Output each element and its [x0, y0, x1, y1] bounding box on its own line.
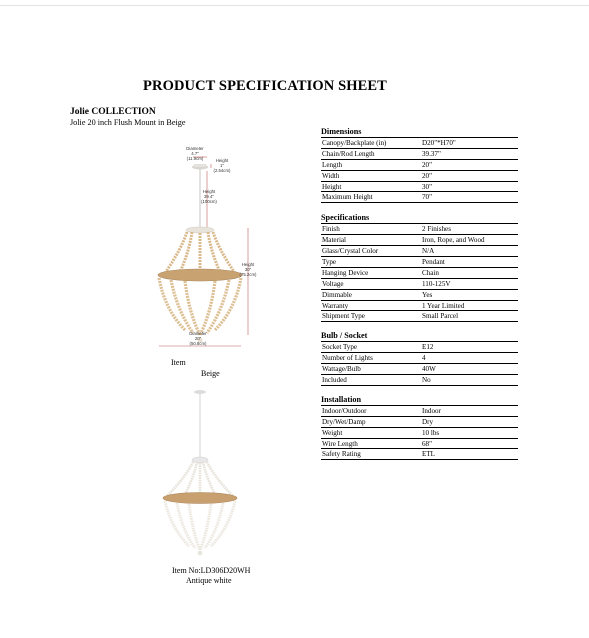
spec-key: Type [322, 258, 337, 267]
spec-key: Safety Rating [322, 450, 361, 459]
spec-value: No [422, 376, 431, 385]
spec-value: 4 [422, 354, 426, 363]
spec-value: Indoor [422, 406, 441, 415]
section-title: Specifications [321, 213, 518, 224]
antique-white-chandelier-image [155, 388, 245, 558]
collection-name: Jolie COLLECTION [70, 107, 156, 117]
spec-row [321, 428, 518, 439]
spec-key: Material [322, 236, 347, 245]
spec-row [321, 138, 518, 149]
spec-value: 40W [422, 365, 436, 374]
spec-value: Pendant [422, 258, 445, 267]
specifications-rows [321, 224, 518, 322]
item-1-finish: Beige [201, 369, 220, 378]
dimensions-section [321, 127, 518, 203]
spec-row [321, 149, 518, 160]
spec-value: 68" [422, 439, 432, 448]
spec-value: 10 lbs [422, 428, 440, 437]
spec-key: Warranty [322, 301, 349, 310]
spec-value: 30" [422, 182, 432, 191]
diameter-top-caption: Diameter 4.7" (11.9cm) [186, 146, 204, 161]
top-divider [0, 5, 589, 6]
spec-row [321, 301, 518, 312]
item-2-number: Item No:LD306D20WH [172, 566, 251, 575]
canopy-height-caption: Height 1" (2.54cm) [213, 158, 231, 173]
spec-row [321, 268, 518, 279]
spec-row [321, 439, 518, 450]
spec-row [321, 192, 518, 203]
spec-key: Socket Type [322, 343, 358, 352]
bulb-rows [321, 342, 518, 386]
spec-row [321, 279, 518, 290]
spec-value: 1 Year Limited [422, 301, 465, 310]
spec-value: D20"*H70" [422, 139, 456, 147]
spec-key: Weight [322, 428, 343, 437]
spec-key: Hanging Device [322, 268, 369, 277]
spec-key: Included [322, 376, 347, 385]
spec-key: Maximum Height [322, 193, 373, 202]
spec-value: Dry [422, 417, 434, 426]
spec-value: 110-125V [422, 279, 451, 288]
spec-value: E12 [422, 343, 434, 352]
spec-key: Glass/Crystal Color [322, 247, 379, 256]
spec-row [321, 364, 518, 375]
spec-key: Wattage/Bulb [322, 365, 361, 374]
spec-key: Indoor/Outdoor [322, 406, 367, 415]
spec-row [321, 406, 518, 417]
item-1-label: Item [171, 358, 186, 367]
specifications-section [321, 213, 518, 322]
spec-key: Width [322, 171, 340, 180]
section-title: Bulb / Socket [321, 331, 518, 342]
spec-value: 20" [422, 160, 432, 169]
body-height-caption: Height 30" (75.2cm) [239, 262, 257, 277]
spec-row [321, 224, 518, 235]
spec-value: 70" [422, 193, 432, 202]
section-title: Installation [321, 395, 518, 406]
spec-row [321, 171, 518, 182]
spec-value: Small Parcel [422, 312, 459, 321]
spec-row [321, 160, 518, 171]
dimensions-rows [321, 138, 518, 203]
spec-key: Height [322, 182, 342, 191]
beige-chandelier-image [145, 135, 270, 355]
spec-row [321, 417, 518, 428]
spec-row [321, 353, 518, 364]
spec-row [321, 311, 518, 322]
spec-value: 39.37" [422, 149, 441, 158]
spec-value: Chain [422, 268, 439, 277]
spec-row [321, 342, 518, 353]
spec-key: Length [322, 160, 343, 169]
spec-row [321, 375, 518, 386]
spec-key: Dry/Wet/Damp [322, 417, 366, 426]
chain-height-caption: Height 39.4" (100cm) [201, 189, 217, 204]
installation-section [321, 395, 518, 460]
spec-value: N/A [422, 247, 435, 256]
product-subtitle: Jolie 20 inch Flush Mount in Beige [70, 118, 186, 127]
page-title: PRODUCT SPECIFICATION SHEET [143, 78, 387, 94]
diameter-bottom-caption: Diameter 20" (50.8cm) [189, 331, 207, 346]
spec-key: Shipment Type [322, 312, 365, 321]
spec-row [321, 290, 518, 301]
spec-key: Dimmable [322, 290, 352, 299]
bulb-section [321, 331, 518, 386]
spec-key: Voltage [322, 279, 344, 288]
spec-value: 2 Finishes [422, 225, 451, 234]
spec-key: Number of Lights [322, 354, 373, 363]
spec-row [321, 257, 518, 268]
installation-rows [321, 406, 518, 460]
spec-value: ETL [422, 450, 435, 459]
spec-value: Yes [422, 290, 433, 299]
spec-key: Chain/Rod Length [322, 149, 375, 158]
spec-row [321, 182, 518, 193]
spec-tables [321, 127, 518, 460]
spec-value: Iron, Rope, and Wood [422, 236, 485, 245]
spec-row [321, 246, 518, 257]
spec-value: 20" [422, 171, 432, 180]
spec-key: Finish [322, 225, 340, 234]
spec-row [321, 449, 518, 460]
spec-key: Canopy/Backplate (in) [322, 139, 387, 147]
item-2-finish: Antique white [186, 576, 232, 585]
spec-key: Wire Length [322, 439, 358, 448]
spec-row [321, 235, 518, 246]
section-title: Dimensions [321, 127, 518, 138]
